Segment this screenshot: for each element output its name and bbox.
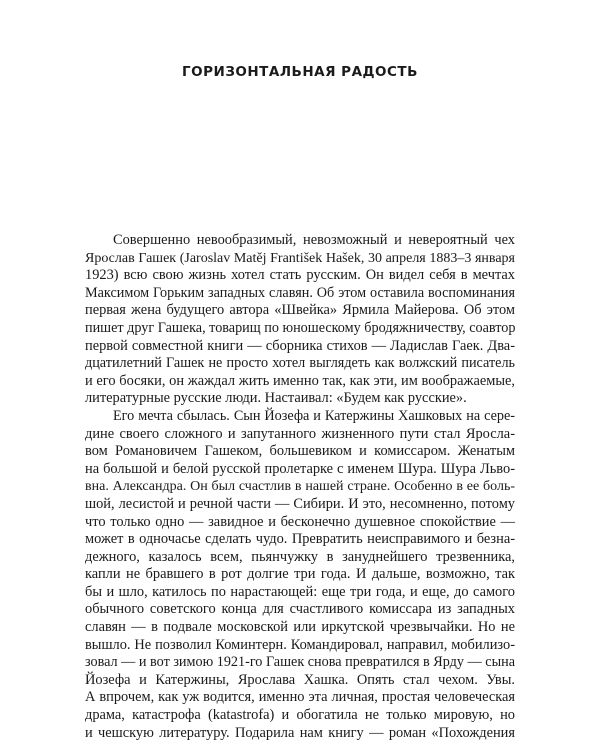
text-line: на большой и белой русской пролетарке с именем Шура. Шура Льво- xyxy=(85,460,515,477)
text-line: Максимом Горьким западных славян. Об этом оставила воспоминания xyxy=(85,284,515,301)
text-line: шой, лесистой и речной части — Сибири. И это, несомненно, потому xyxy=(85,495,515,512)
text-line: Его мечта сбылась. Сын Йозефа и Катержины Хашковых на сере- xyxy=(113,407,515,424)
text-line: Ярослав Гашек (Jaroslav Matěj František Hašek, 30 апреля 1883–3 января xyxy=(85,250,515,266)
text-line: драма, катастрофа (katastrofa) и обогатила не только мировую, но xyxy=(85,707,515,724)
text-line: и его босяки, он жаждал жить именно так, как эти, им воображаемые, xyxy=(85,372,515,389)
text-line: бы и шло, катилось по нарастающей: еще три года, и еще, до самого xyxy=(85,583,515,600)
paragraph-1 xyxy=(85,232,515,408)
chapter-title: ГОРИЗОНТАЛЬНАЯ РАДОСТЬ xyxy=(182,64,418,80)
text-line: дежного, казалось всем, пьянчужку в зануднейшего трезвенника, xyxy=(85,548,515,565)
body-text xyxy=(85,232,515,742)
text-line: пишет друг Гашека, товарищ по юношескому бродяжничеству, соавтор xyxy=(85,319,516,336)
text-line: и чешскую литературу. Подарила нам книгу — роман «Похождения xyxy=(85,724,515,741)
text-line: обычного советского конца для счастливого комиссара из западных xyxy=(85,601,515,618)
text-line: вна. Александра. Он был счастлив в нашей стране. Особенно в ее боль- xyxy=(85,479,515,495)
text-line: что только одно — завидное и бесконечно душевное спокойствие — xyxy=(85,513,515,530)
text-line: Йозефа и Катержины, Ярослава Хашка. Опять стал чехом. Увы. xyxy=(85,671,515,688)
text-line: первой совместной книги — сборника стихов — Ладислав Гаек. Два- xyxy=(85,337,515,354)
text-line: вышло. Не позволил Коминтерн. Командировал, направил, мобилизо- xyxy=(85,636,515,653)
text-line: зовал — и вот зимою 1921-го Гашек снова превратился в Ярду — сына xyxy=(85,654,515,671)
text-line: вом Романовичем Гашеком, большевиком и комиссаром. Женатым xyxy=(85,443,515,460)
text-line: первая жена будущего автора «Швейка» Ярмила Майерова. Об этом xyxy=(85,302,515,319)
text-line: 1923) всю свою жизнь хотел стать русским. Он видел себя в мечтах xyxy=(85,267,515,284)
text-line: славян — в подвале московской или иркутской чрезвычайки. Но не xyxy=(85,619,515,636)
text-line: может в одночасье сделать чудо. Превратить неисправимого и безна- xyxy=(85,531,515,548)
text-line: капли не бравшего в рот долгие три года. И дальше, возможно, так xyxy=(85,566,515,583)
text-line: литературные русские люди. Настаивал: «Будем как русские». xyxy=(85,390,467,407)
text-line: Совершенно невообразимый, невозможный и невероятный чех xyxy=(113,232,515,248)
text-line: дине своего сложного и запутанного жизненного пути стал Яросла- xyxy=(85,425,515,442)
text-line: дцатилетний Гашек не просто хотел выглядеть как волжский писатель xyxy=(85,355,515,372)
text-line: А впрочем, как уж водится, именно эта личная, простая человеческая xyxy=(85,689,515,706)
paragraph-2 xyxy=(85,408,515,742)
